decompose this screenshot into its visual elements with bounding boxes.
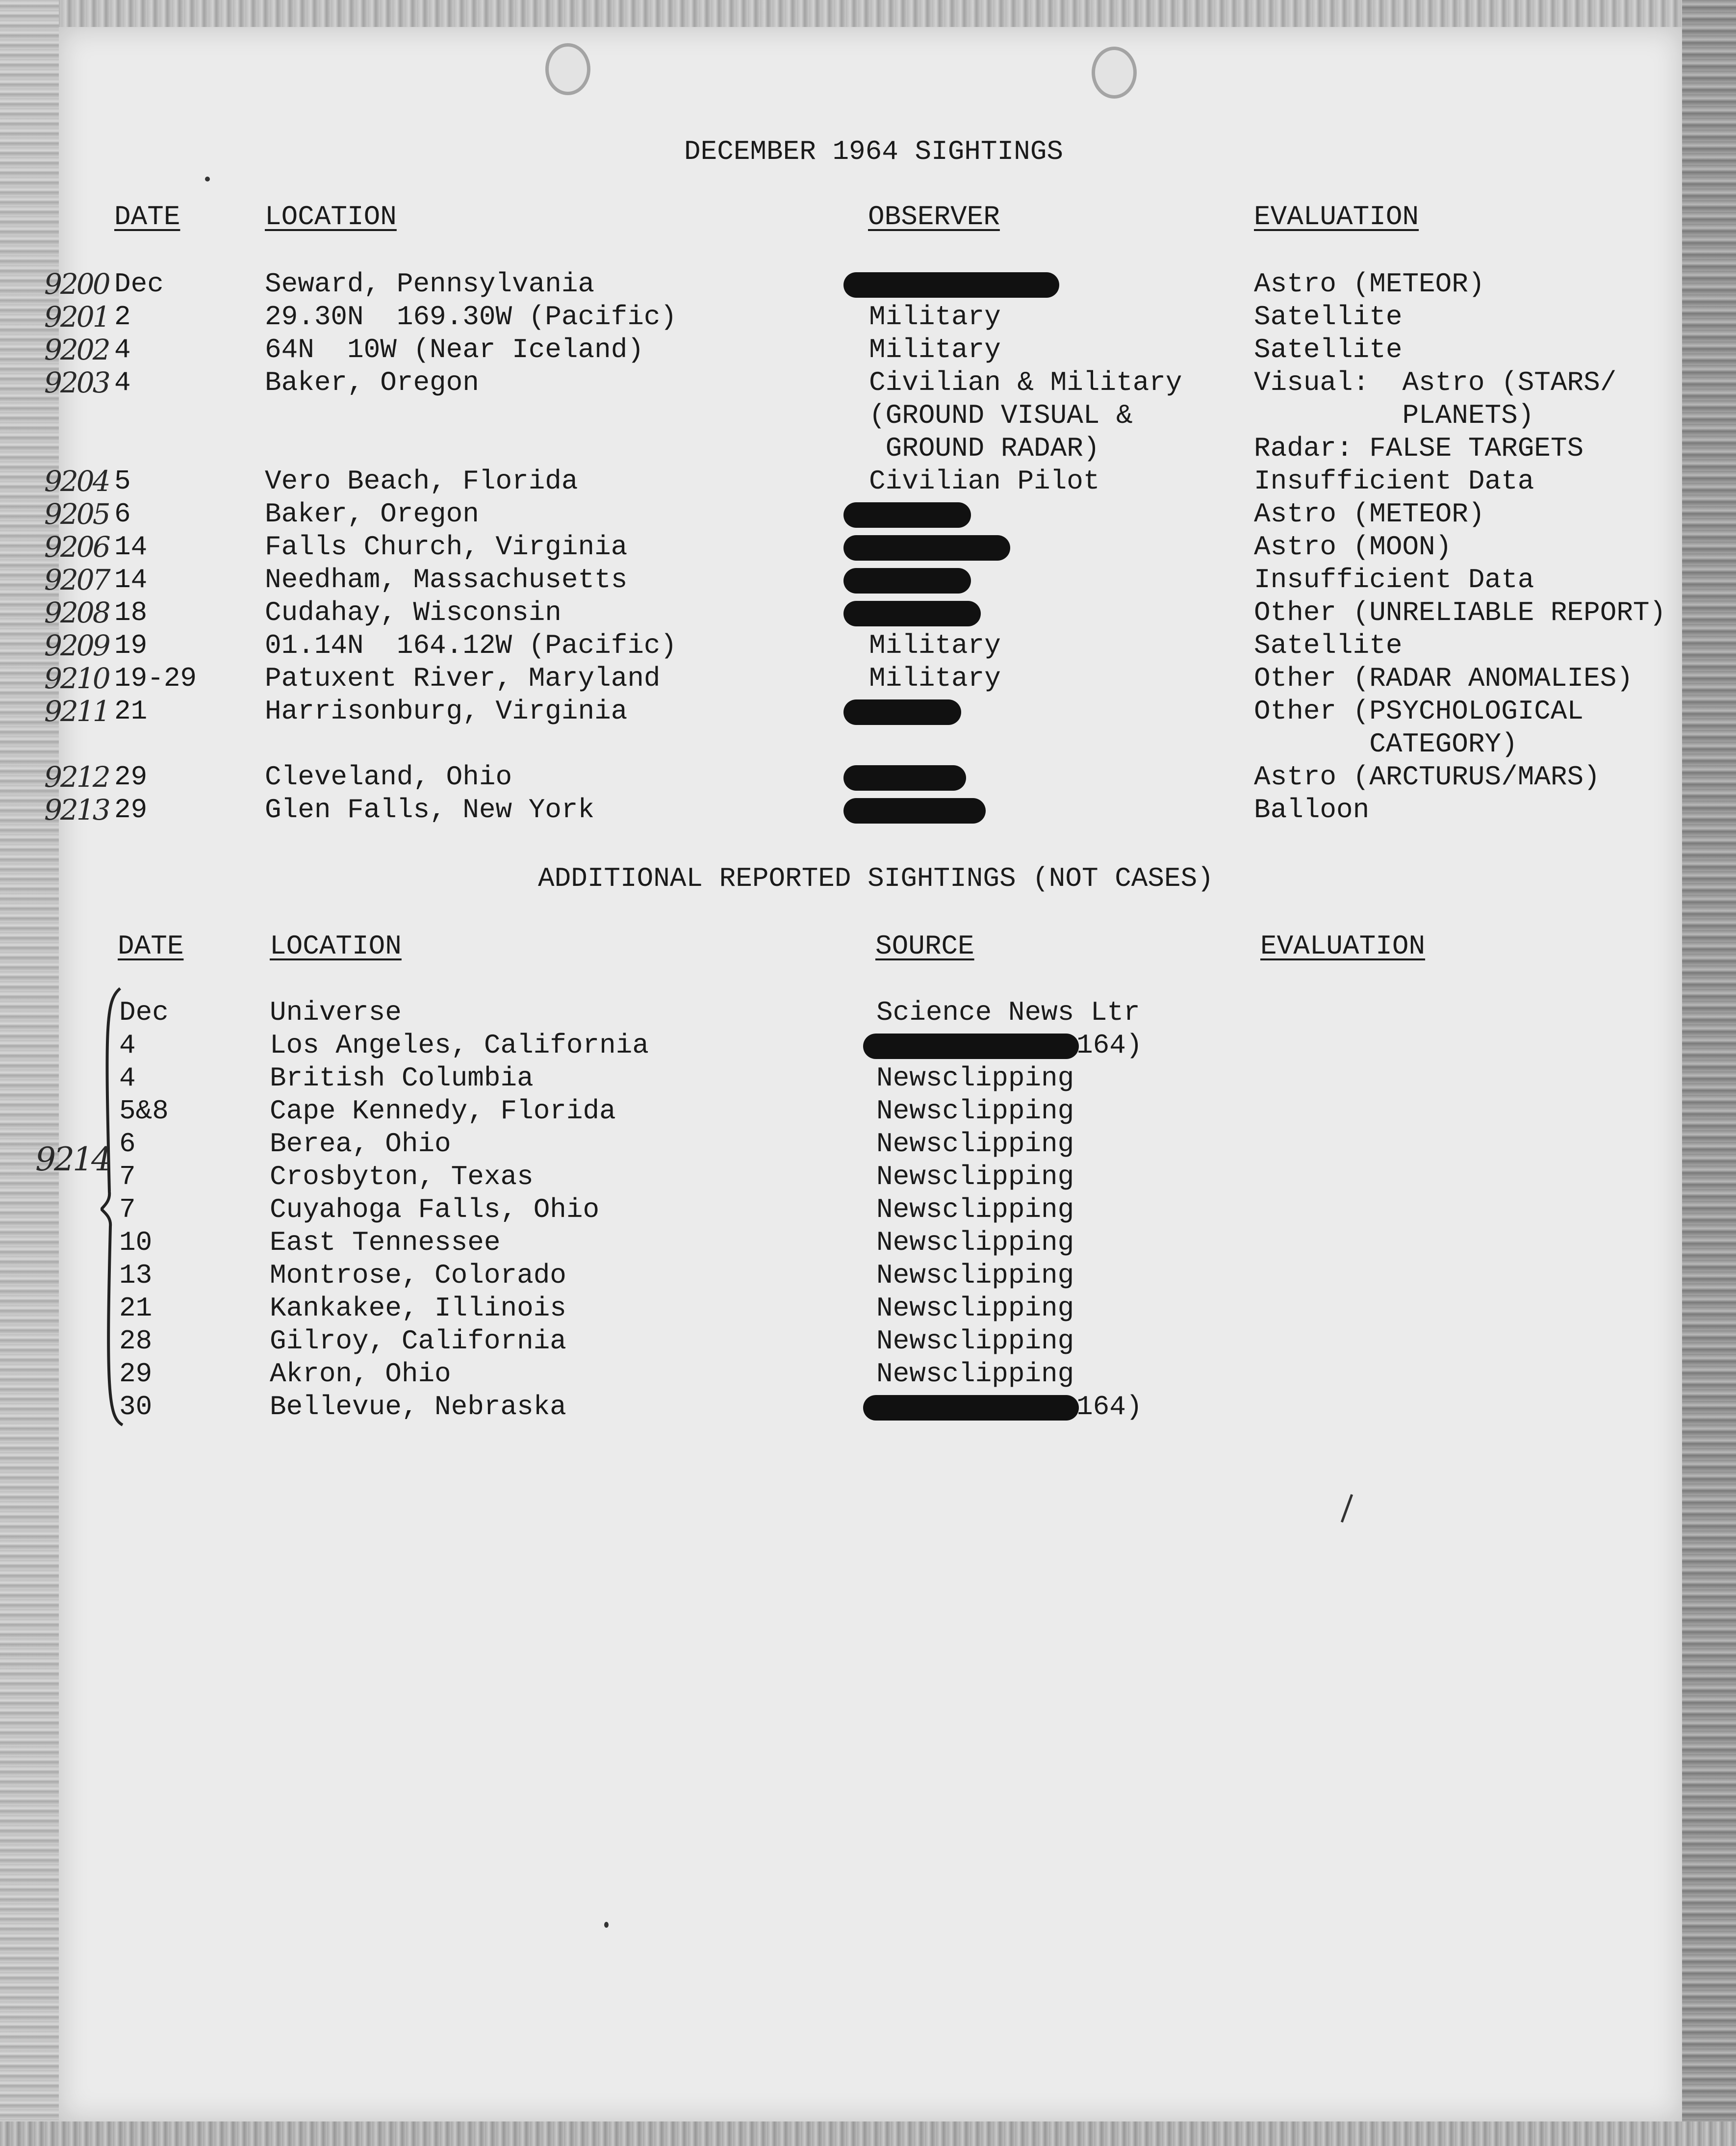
row-location: Patuxent River, Maryland — [265, 663, 661, 694]
redacted-source — [863, 1395, 1079, 1421]
row-date: 14 — [114, 531, 148, 563]
row-date: 19-29 — [114, 663, 197, 694]
row-evaluation: Astro (METEOR) — [1254, 268, 1485, 300]
row-observer: Civilian Pilot — [869, 465, 1100, 497]
additional-header-location: LOCATION — [270, 931, 402, 962]
row-observer: Military — [869, 630, 1001, 661]
case-number: 9202 — [44, 333, 109, 366]
row-evaluation: Other (UNRELIABLE REPORT) — [1254, 597, 1666, 628]
additional-row-location: British Columbia — [270, 1062, 534, 1094]
case-number: 9203 — [44, 366, 109, 399]
row-evaluation: Visual: Astro (STARS/ — [1254, 367, 1617, 398]
additional-row-location: Kankakee, Illinois — [270, 1293, 566, 1324]
row-date: 19 — [114, 630, 148, 661]
case-number: 9209 — [44, 629, 109, 662]
row-location: 64N 10W (Near Iceland) — [265, 334, 644, 365]
row-location: Falls Church, Virginia — [265, 531, 628, 563]
row-location: Vero Beach, Florida — [265, 465, 578, 497]
row-evaluation: Insufficient Data — [1254, 564, 1534, 595]
case-number: 9213 — [44, 793, 109, 827]
page-title: DECEMBER 1964 SIGHTINGS — [684, 136, 1063, 167]
row-date: Dec — [114, 268, 164, 300]
additional-header-date: DATE — [118, 931, 184, 962]
row-evaluation: Satellite — [1254, 630, 1403, 661]
row-location: Baker, Oregon — [265, 367, 479, 398]
additional-row-date: 30 — [119, 1391, 153, 1422]
row-evaluation: Other (PSYCHOLOGICAL — [1254, 696, 1584, 727]
header-location: LOCATION — [265, 201, 397, 233]
additional-row-source: Newsclipping — [876, 1161, 1074, 1192]
row-date: 2 — [114, 301, 131, 333]
additional-row-location: East Tennessee — [270, 1227, 501, 1258]
redacted-observer — [843, 502, 971, 528]
additional-row-source: Newsclipping — [876, 1293, 1074, 1324]
additional-row-date: 7 — [119, 1194, 136, 1225]
additional-row-source: Newsclipping — [876, 1325, 1074, 1357]
row-observer-detail: GROUND RADAR) — [869, 433, 1100, 464]
row-evaluation: Satellite — [1254, 334, 1403, 365]
case-number: 9205 — [44, 497, 109, 531]
additional-row-source: Newsclipping — [876, 1260, 1074, 1291]
punch-hole-right — [1092, 47, 1137, 99]
redacted-source — [863, 1034, 1079, 1059]
redacted-observer — [843, 601, 981, 626]
row-location: Harrisonburg, Virginia — [265, 696, 628, 727]
additional-row-date: 4 — [119, 1030, 136, 1061]
row-date: 18 — [114, 597, 148, 628]
additional-row-source: Newsclipping — [876, 1062, 1074, 1094]
row-evaluation: Astro (METEOR) — [1254, 498, 1485, 530]
row-observer: Military — [869, 663, 1001, 694]
redacted-observer — [843, 765, 966, 791]
additional-row-location: Universe — [270, 997, 402, 1028]
additional-row-source: 164) — [1076, 1391, 1143, 1422]
row-location: Baker, Oregon — [265, 498, 479, 530]
case-number: 9210 — [44, 662, 109, 695]
row-date: 4 — [114, 334, 131, 365]
additional-row-date: 13 — [119, 1260, 153, 1291]
row-location: 01.14N 164.12W (Pacific) — [265, 630, 677, 661]
row-date: 14 — [114, 564, 148, 595]
row-date: 29 — [114, 794, 148, 826]
row-location: 29.30N 169.30W (Pacific) — [265, 301, 677, 333]
ink-dot — [205, 177, 210, 181]
additional-row-location: Montrose, Colorado — [270, 1260, 566, 1291]
case-number: 9212 — [44, 760, 109, 794]
row-evaluation: Other (RADAR ANOMALIES) — [1254, 663, 1633, 694]
additional-row-source: Newsclipping — [876, 1128, 1074, 1160]
case-number: 9206 — [44, 530, 109, 564]
additional-title: ADDITIONAL REPORTED SIGHTINGS (NOT CASES) — [538, 863, 1214, 894]
case-number: 9208 — [44, 596, 109, 629]
case-number: 9200 — [44, 267, 109, 301]
row-observer: Military — [869, 334, 1001, 365]
scan-edge-bottom — [0, 2121, 1736, 2146]
additional-row-location: Gilroy, California — [270, 1325, 566, 1357]
row-observer-detail: (GROUND VISUAL & — [869, 400, 1133, 431]
additional-row-date: 21 — [119, 1293, 153, 1324]
row-evaluation: Balloon — [1254, 794, 1370, 826]
additional-row-source: Newsclipping — [876, 1358, 1074, 1390]
row-evaluation: Radar: FALSE TARGETS — [1254, 433, 1584, 464]
row-evaluation: PLANETS) — [1254, 400, 1534, 431]
additional-row-source: Newsclipping — [876, 1194, 1074, 1225]
row-evaluation: Satellite — [1254, 301, 1403, 333]
header-evaluation: EVALUATION — [1254, 201, 1419, 233]
row-observer: Military — [869, 301, 1001, 333]
redacted-observer — [843, 535, 1010, 561]
scan-edge-top — [0, 0, 1736, 27]
additional-row-date: 4 — [119, 1062, 136, 1094]
case-number: 9211 — [44, 695, 109, 728]
row-evaluation: Astro (ARCTURUS/MARS) — [1254, 761, 1600, 793]
additional-row-date: 29 — [119, 1358, 153, 1390]
case-number: 9201 — [44, 300, 109, 334]
header-date: DATE — [114, 201, 180, 233]
additional-row-date: 7 — [119, 1161, 136, 1192]
additional-row-date: 5&8 — [119, 1095, 169, 1127]
additional-row-source: Newsclipping — [876, 1095, 1074, 1127]
additional-row-location: Crosbyton, Texas — [270, 1161, 534, 1192]
row-date: 6 — [114, 498, 131, 530]
row-location: Cleveland, Ohio — [265, 761, 512, 793]
additional-row-location: Los Angeles, California — [270, 1030, 649, 1061]
additional-row-source: Newsclipping — [876, 1227, 1074, 1258]
row-location: Cudahay, Wisconsin — [265, 597, 562, 628]
row-evaluation: CATEGORY) — [1254, 728, 1518, 760]
additional-row-date: 28 — [119, 1325, 153, 1357]
punch-hole-left — [545, 43, 590, 95]
additional-header-source: SOURCE — [875, 931, 974, 962]
row-date: 5 — [114, 465, 131, 497]
case-number: 9204 — [44, 465, 109, 498]
additional-row-location: Cuyahoga Falls, Ohio — [270, 1194, 600, 1225]
scan-edge-right — [1682, 0, 1736, 2146]
row-date: 4 — [114, 367, 131, 398]
row-date: 29 — [114, 761, 148, 793]
additional-header-evaluation: EVALUATION — [1260, 931, 1426, 962]
row-location: Glen Falls, New York — [265, 794, 595, 826]
additional-row-date: Dec — [119, 997, 169, 1028]
row-observer: Civilian & Military — [869, 367, 1182, 398]
additional-row-location: Berea, Ohio — [270, 1128, 451, 1160]
ink-dot — [604, 1922, 609, 1928]
additional-row-date: 6 — [119, 1128, 136, 1160]
row-location: Needham, Massachusetts — [265, 564, 628, 595]
additional-row-location: Cape Kennedy, Florida — [270, 1095, 616, 1127]
handwritten-group-number: 9214 — [35, 1140, 110, 1178]
redacted-observer — [843, 568, 971, 594]
redacted-observer — [843, 699, 961, 725]
row-location: Seward, Pennsylvania — [265, 268, 595, 300]
additional-row-location: Akron, Ohio — [270, 1358, 451, 1390]
additional-row-location: Bellevue, Nebraska — [270, 1391, 566, 1422]
case-number: 9207 — [44, 563, 109, 596]
row-evaluation: Insufficient Data — [1254, 465, 1534, 497]
row-evaluation: Astro (MOON) — [1254, 531, 1452, 563]
additional-row-source: Science News Ltr — [876, 997, 1140, 1028]
additional-row-source: 164) — [1076, 1030, 1143, 1061]
additional-row-date: 10 — [119, 1227, 153, 1258]
header-observer: OBSERVER — [868, 201, 1000, 233]
row-date: 21 — [114, 696, 148, 727]
redacted-observer — [843, 798, 986, 824]
redacted-observer — [843, 272, 1059, 298]
